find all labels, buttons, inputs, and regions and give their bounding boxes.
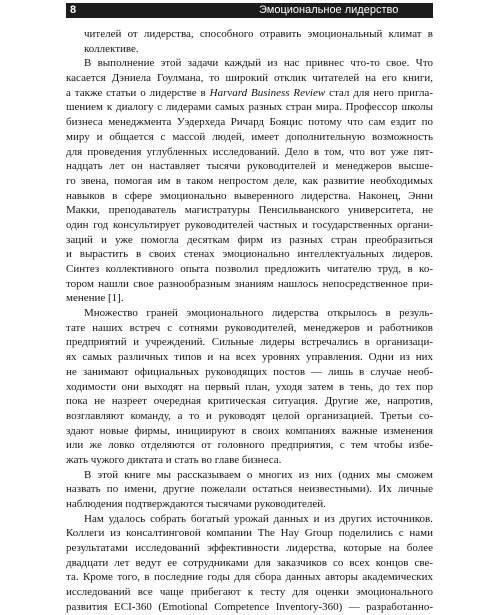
text-line: касается Дэниела Гоулмана, то широкий отклик читателей на его книги, [66, 72, 433, 85]
text-line: тором нашли свое разнообразным знаниям нашлось непосредственное при- [66, 277, 433, 290]
text-line: бизнеса менеджмента Уэдерхеда Ричард Бояцис потому что сам ездит по [66, 116, 433, 129]
text-line: для проведения углубленных исследований. Дело в том, что вот уже пят- [66, 145, 433, 158]
text-line: менение [1]. [66, 292, 124, 305]
text-line: В выполнение этой задачи каждый из нас привнес что-то свое. Что [84, 57, 433, 70]
text-line: развития ECI-360 (Emotional Competence Inventory-360) — разработанно- [66, 600, 433, 613]
text-line: предприятий и учреждений. Сильные лидеры встречались в организаци- [66, 336, 433, 349]
text-line: или же ловко отделяются от головного предприятия, с тем чтобы избе- [66, 439, 433, 452]
body-text [66, 27, 433, 615]
text-line: Коллеги из консалтинговой компании The Hay Group поделились с нами [66, 527, 433, 540]
text-line: коллективе. [84, 42, 139, 55]
text-line: го звена, помогая им в таком непростом деле, как развитие необходимых [66, 174, 433, 187]
text-line: Нам удалось собрать богатый урожай данных и из других источников. [84, 512, 433, 525]
text-line: Множество граней эмоционального лидерства открылось в резуль- [84, 307, 433, 320]
text-line: не занимают официальных руководящих постов — лишь в случае необ- [66, 365, 433, 378]
text-line: пока не назреет очередная критическая ситуация. Другие же, напротив, [66, 395, 433, 408]
text-line: В этой книге мы рассказываем о многих из них (одних мы сможем [84, 468, 433, 481]
text-line: назвать по имени, другие пожелали остаться неизвестными). Их личные [66, 483, 433, 496]
text-line: здают новые фирмы, инициируют в своих компаниях важные изменения [66, 424, 433, 437]
text-line: надцать лет он наставляет тысячи руководителей и менеджеров высше- [66, 160, 433, 173]
text-line: результатами исследований эффективности лидерства, которые на более [66, 542, 433, 555]
text-line: та. Кроме того, в последние годы для сбора данных авторы академических [66, 571, 433, 584]
text-line: заций и уже помогла десяткам фирм из разных стран преобразиться [66, 233, 433, 246]
text-line: ходимости они выходят на первый план, уходя затем в тень, до тех пор [66, 380, 433, 393]
page-number: 8 [70, 4, 77, 16]
text-line: чителей от лидерства, способного отравить эмоциональный климат в [84, 28, 433, 40]
text-line: ях самых различных типов и на всех уровнях управления. Одни из них [66, 351, 433, 364]
text-line: возглавляют команду, а то и руководят целой организацией. Третьи со- [66, 409, 433, 422]
text-line: тате наших встреч с сотнями руководителей, менеджеров и работников [66, 321, 433, 334]
running-header [66, 3, 433, 18]
text-line: миру и общается с массой людей, имеет дополнительную возможность [66, 130, 433, 143]
text-line: двадцати лет ведут ее сотрудниками для заказчиков со всех концов све- [66, 556, 433, 569]
text-line: и вырастить в своих стенах эмоционально интеллектуальных лидеров. [66, 248, 433, 261]
text-line: Синтез коллективного опыта позволил предложить читателю труд, в ко- [66, 263, 433, 275]
text-line: жать чужого диктата и стать во главе бизнеса. [66, 453, 282, 466]
text-line: наблюдения подтверждаются тысячами руководителей. [66, 498, 326, 510]
text-line: исследований все чаще прибегают к тесту для оценки эмоционального [66, 586, 433, 599]
text-line: Макки, преподаватель магистратуры Пенсильванского университета, не [66, 204, 433, 217]
running-section-title: Эмоциональное лидерство [259, 4, 399, 16]
text-line: а также статьи о лидерстве в Harvard Business Review стал для него пригла- [66, 86, 433, 99]
text-line: один год консультирует руководителей частных и государственных органи- [66, 218, 433, 231]
text-line: шением к диалогу с лидерами самых разных стран мира. Профессор школы [66, 101, 433, 114]
text-line: навыков в сфере эмоционально выверенного лидерства. Наконец, Энни [66, 189, 433, 202]
